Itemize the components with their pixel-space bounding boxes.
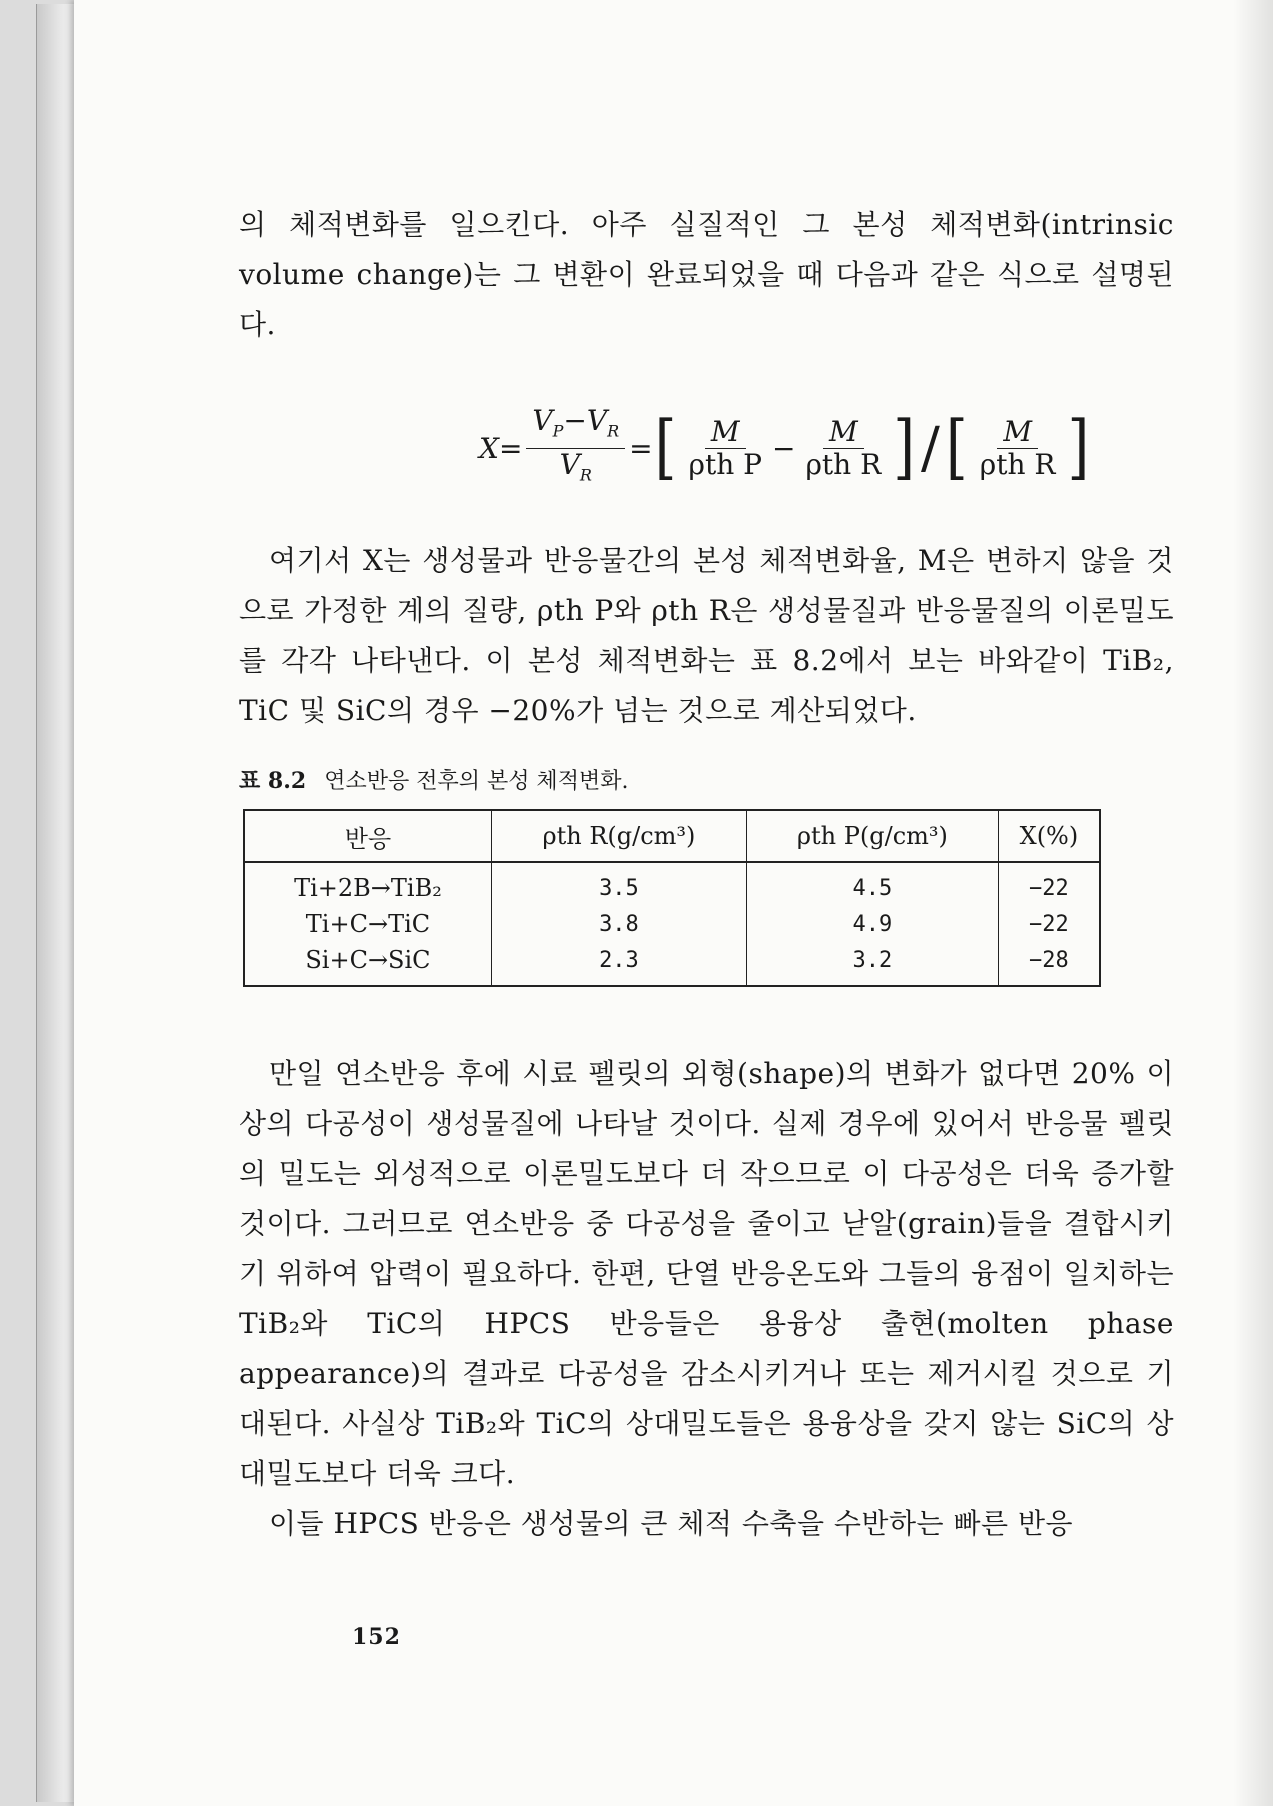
- formula-vp: V: [532, 404, 553, 437]
- formula-vr-sub: R: [607, 421, 620, 441]
- formula-rho-r: ρth R: [805, 447, 882, 481]
- page-edge-shadow: [1233, 0, 1273, 1806]
- formula-row: [479, 405, 1091, 491]
- cell-rho-p: 3.2: [746, 942, 998, 986]
- formula-rho-p: ρth P: [688, 447, 762, 481]
- formula-vr: V: [586, 404, 608, 437]
- formula-equals-2: =: [629, 431, 653, 465]
- formula-fraction-mp: [682, 416, 768, 481]
- formula-equals-1: =: [498, 431, 523, 465]
- formula-vr-den: V: [559, 447, 580, 481]
- header-rho-r: ρth R(g/cm³): [491, 810, 746, 862]
- table-row: [244, 862, 1100, 906]
- book-spine: [36, 4, 77, 1802]
- cell-reaction: Si+C→SiC: [305, 946, 431, 974]
- formula-slash: /: [921, 415, 940, 481]
- cell-x: −22: [998, 862, 1100, 906]
- table-title: 연소반응 전후의 본성 체적변화.: [324, 769, 629, 794]
- book-page: [74, 0, 1273, 1806]
- cell-rho-p: 4.5: [746, 862, 998, 906]
- formula-right-bracket: ]: [893, 406, 916, 489]
- formula-rho-r-2: ρth R: [979, 447, 1056, 481]
- table-header-row: [244, 810, 1100, 862]
- volume-change-table: [243, 809, 1101, 987]
- cell-x: −28: [998, 942, 1100, 986]
- formula-minus-2: −: [771, 431, 796, 465]
- formula-x: X: [479, 431, 499, 465]
- table-row: [244, 906, 1100, 942]
- formula-m-1: M: [705, 416, 746, 449]
- header-rho-p: ρth P(g/cm³): [746, 810, 998, 862]
- formula-left-bracket-2: [: [945, 406, 968, 489]
- paragraph-2: 여기서 X는 생성물과 반응물간의 본성 체적변화율, M은 변하지 않을 것으로 가정한 계의 질량, ρth P와 ρth R은 생성물질과 반응물질의 이론밀도를 각각 나타낸다. 이 본성 체적변화는 표 8.2에서 보는 바와같이 TiB₂, TiC 및 SiC의 경우 −20%가 넘는 것으로 계산되었다.: [239, 544, 1174, 727]
- volume-change-formula: [239, 390, 1174, 500]
- formula-fraction-v: [526, 405, 625, 491]
- table-row: [244, 942, 1100, 986]
- body-after-table: [239, 1049, 1174, 1549]
- formula-left-bracket: [: [654, 406, 677, 489]
- paragraph-3: 만일 연소반응 후에 시료 펠릿의 외형(shape)의 변화가 없다면 20% 이상의 다공성이 생성물질에 나타날 것이다. 실제 경우에 있어서 반응물 펠릿의 밀도는 외성적으로 이론밀도보다 더 작으므로 이 다공성은 더욱 증가할 것이다. 그러므로 연소반응 중 다공성을 줄이고 낟알(grain)들을 결합시키기 위하여 압력이 필요하다. 한편, 단열 반응온도와 그들의 융점이 일치하는 TiB₂와 TiC의 HPCS 반응들은 용융상 출현(molten phase appearance)의 결과로 다공성을 감소시키거나 또는 제거시킬 것으로 기대된다. 사실상 TiB₂와 TiC의 상대밀도들은 용융상을 갖지 않는 SiC의 상대밀도보다 더욱 크다.: [239, 1057, 1174, 1490]
- table-label: 표 8.2: [239, 768, 307, 794]
- cell-reaction: Ti+C→TiC: [305, 910, 431, 938]
- header-reaction: 반응: [244, 810, 491, 862]
- formula-minus: −: [563, 404, 587, 437]
- paragraph-1: 의 체적변화를 일으킨다. 아주 실질적인 그 본성 체적변화(intrinsic volume change)는 그 변환이 완료되었을 때 다음과 같은 식으로 설명된다.: [239, 208, 1174, 341]
- page-content: [239, 200, 1174, 1549]
- formula-numerator: [526, 405, 625, 449]
- cell-rho-p: 4.9: [746, 906, 998, 942]
- cell-reaction: Ti+2B→TiB₂: [294, 874, 442, 902]
- table-caption: [239, 764, 1174, 795]
- formula-vp-sub: P: [552, 421, 564, 441]
- cell-rho-r: 3.8: [491, 906, 746, 942]
- header-x: X(%): [998, 810, 1100, 862]
- formula-vr-den-sub: R: [579, 465, 592, 485]
- formula-m-3: M: [997, 416, 1038, 449]
- formula-right-bracket-2: ]: [1067, 406, 1090, 489]
- formula-fraction-mr: [799, 416, 887, 481]
- paragraph-4: 이들 HPCS 반응은 생성물의 큰 체적 수축을 수반하는 빠른 반응: [269, 1507, 1074, 1540]
- cell-rho-r: 3.5: [491, 862, 746, 906]
- formula-denominator: [554, 449, 598, 492]
- formula-m-2: M: [823, 416, 864, 449]
- cell-x: −22: [998, 906, 1100, 942]
- cell-rho-r: 2.3: [491, 942, 746, 986]
- formula-fraction-mr-2: [974, 416, 1062, 481]
- page-number: 152: [352, 1624, 401, 1650]
